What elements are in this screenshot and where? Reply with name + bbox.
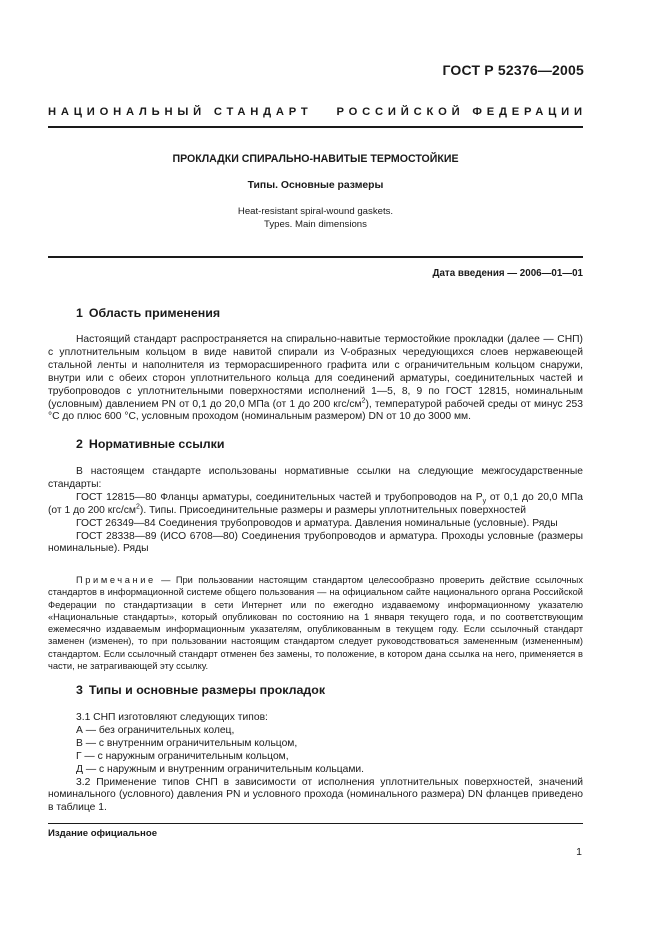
reference-gost-26349: ГОСТ 26349—84 Соединения трубопроводов и арматура. Давления номинальные (условные). Ряды — [76, 517, 558, 529]
header-rule — [48, 126, 583, 128]
section-2-note — [48, 574, 583, 672]
clause-3-2: 3.2 Применение типов СНП в зависимости от исполнения уплотнительных поверхностей, значений номинального (условного) давления PN и условного прохода (номинального размера) DN фланцев приведено в таблице 1. — [48, 776, 583, 814]
english-title-line2: Types. Main dimensions — [264, 218, 367, 230]
reference-gost-28338: ГОСТ 28338—89 (ИСО 6708—80) Соединения трубопроводов и арматура. Проходы условные (размеры номинальные). Ряды — [48, 530, 583, 555]
section-1-title: Область применения — [88, 306, 221, 320]
english-title-line1: Heat-resistant spiral-wound gaskets. — [237, 206, 394, 217]
page-number: 1 — [576, 846, 582, 858]
section-2-intro: В настоящем стандарте использованы нормативные ссылки на следующие межгосударственные стандарты: — [48, 466, 583, 490]
section-3-body — [48, 712, 583, 815]
section-3-title: Типы и основные размеры прокладок — [88, 683, 326, 697]
english-title — [48, 206, 583, 231]
note-label: Примечание — [76, 575, 156, 585]
national-banner-part2: РОССИЙСКОЙ ФЕДЕРАЦИИ — [336, 106, 587, 118]
national-standard-banner — [48, 106, 586, 118]
section-1-body — [48, 334, 583, 424]
national-banner-part1: НАЦИОНАЛЬНЫЙ СТАНДАРТ — [48, 106, 313, 118]
section-2-heading — [76, 437, 224, 451]
section-2-number: 2 — [76, 437, 83, 451]
list-item: А — без ограничительных колец, — [76, 724, 235, 736]
section-3-number: 3 — [76, 683, 83, 697]
list-item: Д — с наружным и внутренним ограничительным кольцами. — [76, 763, 365, 775]
introduction-date: Дата введения — 2006—01—01 — [432, 268, 583, 279]
list-item: Г — с наружным ограничительным кольцом, — [76, 750, 289, 762]
footer-rule — [48, 823, 583, 824]
section-2-body — [48, 466, 583, 556]
list-item: В — с внутренним ограничительным кольцом, — [76, 737, 298, 749]
section-2-title: Нормативные ссылки — [88, 437, 225, 451]
section-1-number: 1 — [76, 306, 83, 320]
section-1-paragraph: Настоящий стандарт распространяется на спирально-навитые термостойкие прокладки (далее — СНП) с уплотнительным кольцом в виде навитой спирали из V-образных чередующихся слоев нержавеющей стальной ленты и наполнителя из терморасширенного графита или с ограничительным кольцом снаружи, внутри или с обеих сторон уплотнительного кольца для соединений арматуры, соединительных частей и трубопроводов с уплотнительными поверхностями исполнений 1—5, 8, 9 по ГОСТ 12815, номинальным (условным) давлением PN от 0,1 до 20,0 МПа (от 1 до 200 кгс/$см^2$), температурой рабочей среды от минус 253 °С до плюс 600 °С, условным проходом (номинальным размером) DN от 10 до 3000 мм. — [48, 334, 583, 423]
title-rule — [48, 256, 583, 258]
document-subtitle: Типы. Основные размеры — [247, 180, 384, 191]
official-edition-label: Издание официальное — [48, 828, 158, 839]
section-3-heading — [76, 683, 325, 697]
document-title: ПРОКЛАДКИ СПИРАЛЬНО-НАВИТЫЕ ТЕРМОСТОЙКИЕ — [172, 153, 459, 165]
note-text: — При пользовании настоящим стандартом целесообразно проверить действие ссылочных стандартов в информационной системе общего пользования — на официальном сайте национального органа Российской Федерации по стандартизации в сети Интернет или по ежегодно издаваемому информационному указателю «Национальные стандарты», который опубликован по состоянию на 1 января текущего года, и по соответствующим ежемесячно издаваемым информационным указателям, опубликованным в текущем году. Если ссылочный стандарт заменен (изменен), то при пользовании настоящим стандартом следует руководствоваться замененным (измененным) стандартом. Если ссылочный стандарт отменен без замены, то положение, в котором дана ссылка на него, применяется в части, не затрагивающей эту ссылку. — [48, 575, 583, 672]
clause-3-1: 3.1 СНП изготовляют следующих типов: — [76, 712, 268, 723]
reference-gost-12815: ГОСТ 12815—80 Фланцы арматуры, соединительных частей и трубопроводов на $Р_у$ от 0,1 до 20,0 МПа (от 1 до 200 кгс/$см^2$). Типы. Присоединительные размеры и размеры уплотнительных поверхностей — [48, 491, 583, 516]
section-1-heading — [76, 306, 220, 320]
standard-number: ГОСТ Р 52376—2005 — [442, 62, 584, 78]
